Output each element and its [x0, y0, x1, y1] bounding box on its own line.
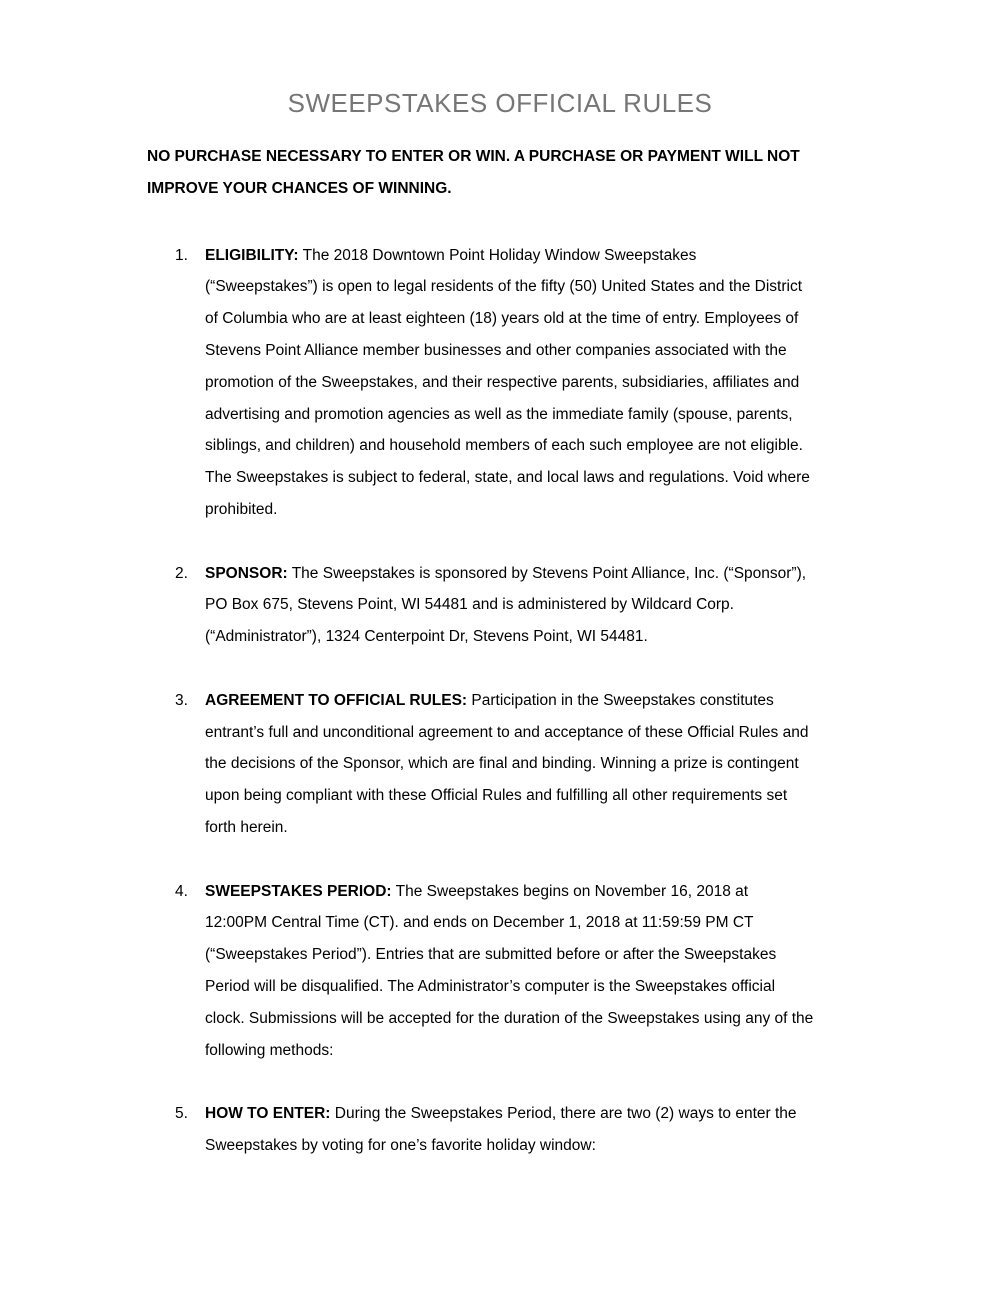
rule-first-line-text: The 2018 Downtown Point Holiday Window Sweepstakes [302, 246, 697, 264]
rule-text-line: prohibited. [205, 500, 278, 518]
rule-text-line: upon being compliant with these Official Rules and fulfilling all other requirements set [205, 787, 788, 805]
rule-text-line: The Sweepstakes is subject to federal, state, and local laws and regulations. Void where [205, 469, 810, 487]
rule-text-line [175, 1098, 1000, 1130]
rule-first-line-text: During the Sweepstakes Period, there are two (2) ways to enter the [334, 1105, 797, 1123]
rule-text-line: advertising and promotion agencies as well as the immediate family (spouse, parents, [205, 405, 793, 423]
rule-text-line [175, 685, 1000, 717]
rules-list [175, 240, 1000, 1162]
rule-text-line [175, 876, 1000, 908]
document-title: SWEEPSTAKES OFFICIAL RULES [287, 88, 713, 118]
rule-text-line: entrant’s full and unconditional agreement to and acceptance of these Official Rules and [205, 723, 809, 741]
rule-text-line: (“Administrator”), 1324 Centerpoint Dr, Stevens Point, WI 54481. [205, 628, 648, 646]
rule-text-line: the decisions of the Sponsor, which are final and binding. Winning a prize is contingent [205, 755, 799, 773]
rule-heading: AGREEMENT TO OFFICIAL RULES: [205, 691, 468, 709]
rule-number: 4. [175, 882, 188, 900]
rule-heading: SPONSOR: [205, 564, 288, 582]
rule-text-line: 12:00PM Central Time (CT). and ends on December 1, 2018 at 11:59:59 PM CT [205, 914, 754, 932]
rule-first-line-text: Participation in the Sweepstakes constitutes [471, 691, 774, 709]
rule-text-line: (“Sweepstakes Period”). Entries that are submitted before or after the Sweepstakes [205, 946, 777, 964]
rule-item-sweepstakes-period [175, 876, 1000, 1067]
rule-number: 2. [175, 564, 188, 582]
intro-line: IMPROVE YOUR CHANCES OF WINNING. [147, 179, 452, 197]
rule-text-line: Period will be disqualified. The Administrator’s computer is the Sweepstakes official [205, 977, 776, 995]
rule-number: 1. [175, 246, 188, 264]
rule-text-line: siblings, and children) and household members of each such employee are not eligible. [205, 437, 803, 455]
rule-heading: ELIGIBILITY: [205, 246, 299, 264]
rule-text-line: Stevens Point Alliance member businesses and other companies associated with the [205, 341, 787, 359]
rule-item-agreement-to-official-rules [175, 685, 1000, 844]
intro-line: NO PURCHASE NECESSARY TO ENTER OR WIN. A PURCHASE OR PAYMENT WILL NOT [147, 148, 800, 165]
rule-text-line: forth herein. [205, 818, 288, 836]
intro-paragraph [147, 141, 1000, 205]
rule-text-line [175, 240, 1000, 272]
rule-text-line: promotion of the Sweepstakes, and their respective parents, subsidiaries, affiliates and [205, 373, 800, 391]
rule-first-line-text: The Sweepstakes is sponsored by Stevens Point Alliance, Inc. (“Sponsor”), [291, 564, 807, 582]
rule-number: 3. [175, 691, 188, 709]
rule-text-line: (“Sweepstakes”) is open to legal residents of the fifty (50) United States and the District [205, 278, 803, 296]
rule-text-line: of Columbia who are at least eighteen (18) years old at the time of entry. Employees of [205, 310, 799, 328]
rule-first-line-text: The Sweepstakes begins on November 16, 2018 at [395, 882, 749, 900]
rule-heading: HOW TO ENTER: [205, 1105, 331, 1123]
rule-text-line: clock. Submissions will be accepted for the duration of the Sweepstakes using any of the [205, 1009, 814, 1027]
rule-text-line: following methods: [205, 1041, 334, 1059]
rule-number: 5. [175, 1105, 188, 1123]
rule-text-line: Sweepstakes by voting for one’s favorite holiday window: [205, 1136, 596, 1154]
rule-item-sponsor [175, 558, 1000, 653]
rule-item-eligibility [175, 240, 1000, 526]
rule-item-how-to-enter [175, 1098, 1000, 1162]
rule-text-line: PO Box 675, Stevens Point, WI 54481 and is administered by Wildcard Corp. [205, 596, 734, 614]
rule-text-line [175, 558, 1000, 590]
rule-heading: SWEEPSTAKES PERIOD: [205, 882, 392, 900]
